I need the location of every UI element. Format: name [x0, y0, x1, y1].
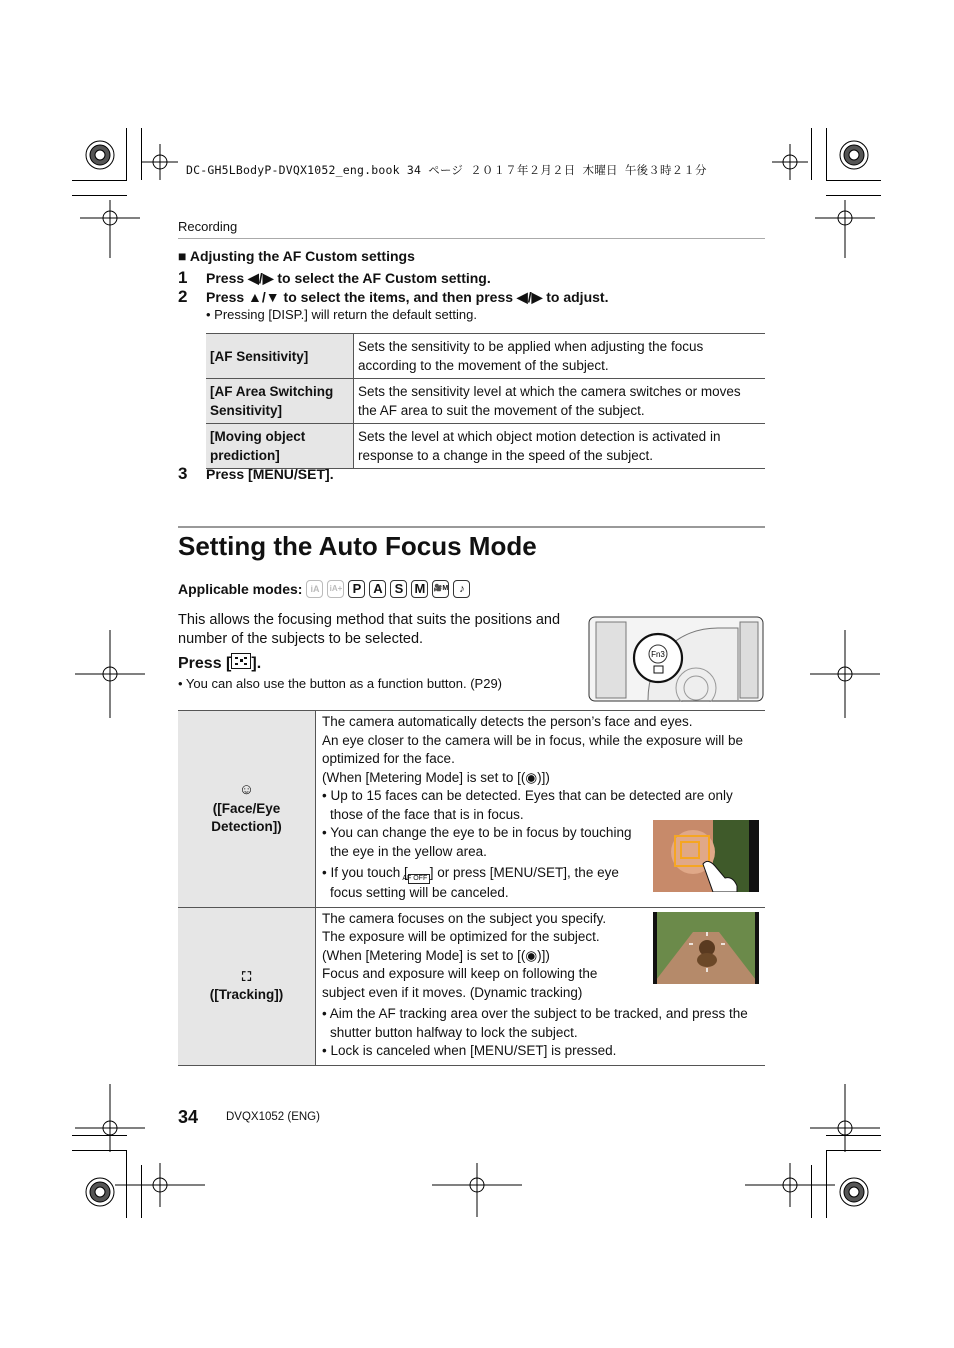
- step-2: 2 Press ▲/▼ to select the items, and then press ◀/▶ to adjust.: [178, 287, 609, 306]
- subheading: ■ Adjusting the AF Custom settings: [178, 248, 415, 264]
- page-title: Setting the Auto Focus Mode: [178, 531, 537, 561]
- intro-text: This allows the focusing method that suits the positions and number of the subjects to be selected.: [178, 612, 561, 647]
- mode-creative-video-icon: 🎥M: [432, 580, 449, 598]
- mode-a-icon: A: [369, 580, 386, 598]
- mode-s-icon: S: [390, 580, 407, 598]
- step-2-note: • Pressing [DISP.] will return the default setting.: [206, 307, 477, 322]
- setting-desc: Sets the sensitivity to be applied when adjusting the focus according to the movement of the subject.: [354, 334, 766, 379]
- table-row: [178, 907, 765, 1065]
- page-number: 34: [178, 1107, 199, 1127]
- mode-p-icon: P: [348, 580, 365, 598]
- press-instruction: Press [ ].: [178, 655, 262, 672]
- doc-code: DVQX1052 (ENG): [226, 1111, 320, 1123]
- table-row: [206, 334, 765, 379]
- af-settings-table: [206, 333, 765, 469]
- print-header: DC-GH5LBodyP-DVQX1052_eng.book 34 ページ ２０１７年２月２日 木曜日 午後３時２１分: [186, 163, 707, 177]
- face-eye-icon: ☺: [238, 781, 255, 798]
- af-off-touch-icon: AF OFF: [408, 874, 430, 884]
- table-row: [206, 379, 765, 424]
- table-row: [178, 711, 765, 908]
- mode-description: The camera focuses on the subject you specify. The exposure will be optimized for the subject. (When [Metering Mode] is set to [(◉)]) Focus and exposure will keep on following the subject even if it moves. (Dynamic tracking) • Aim the AF tracking area over the subject to be tracked, and press the shutter button halfway to lock the subject. • Lock is canceled when [MENU/SET] is pressed.: [316, 907, 766, 1065]
- mode-m-icon: M: [411, 580, 428, 598]
- setting-name: [AF Area Switching Sensitivity]: [206, 379, 354, 424]
- title-rule: [178, 526, 765, 528]
- af-mode-button-icon: [231, 653, 251, 669]
- step-1: 1 Press ◀/▶ to select the AF Custom setting.: [178, 268, 491, 287]
- mode-custom-icon: ♪: [453, 580, 470, 598]
- setting-desc: Sets the level at which object motion detection is activated in response to a change in the speed of the subject.: [354, 424, 766, 469]
- table-row: [206, 424, 765, 469]
- focus-modes-table: [178, 710, 765, 1066]
- applicable-modes-label: Applicable modes:: [178, 581, 303, 597]
- mode-name: ([Face/Eye Detection]): [211, 800, 282, 834]
- mode-description: The camera automatically detects the person’s face and eyes. An eye closer to the camera will be in focus, while the exposure will be optimized for the face. (When [Metering Mode] is set to [(◉)]) • Up to 15 faces can be detected. Eyes that can be detected are only those of the face that is in focus. • You can change the eye to be in focus by touching the eye in the yellow area. • If you touch [AF OFF ] or press [MENU/SET], the eye focus setting will be canceled.: [316, 711, 766, 908]
- setting-desc: Sets the sensitivity level at which the camera switches or moves the AF area to suit the movement of the subject.: [354, 379, 766, 424]
- mode-ia-icon: iA: [306, 580, 323, 598]
- setting-name: [Moving object prediction]: [206, 424, 354, 469]
- mode-name: ([Tracking]): [209, 987, 284, 1002]
- mode-cell: [178, 711, 316, 908]
- square-bullet-icon: ■: [178, 248, 190, 264]
- function-note: • You can also use the button as a function button. (P29): [178, 676, 503, 691]
- tracking-photo: [653, 912, 759, 984]
- step-3: 3 Press [MENU/SET].: [178, 464, 334, 483]
- camera-back-illustration: [588, 616, 764, 702]
- setting-name: [AF Sensitivity]: [206, 334, 354, 379]
- section-label: Recording: [178, 219, 238, 234]
- section-rule: [178, 238, 765, 239]
- tracking-icon: ⛶: [241, 968, 252, 984]
- mode-cell: [178, 907, 316, 1065]
- mode-ia-plus-icon: iA+: [327, 580, 344, 598]
- applicable-modes: [178, 580, 470, 598]
- face-detection-photo: [653, 820, 759, 892]
- fn3-label: Fn3: [651, 650, 665, 659]
